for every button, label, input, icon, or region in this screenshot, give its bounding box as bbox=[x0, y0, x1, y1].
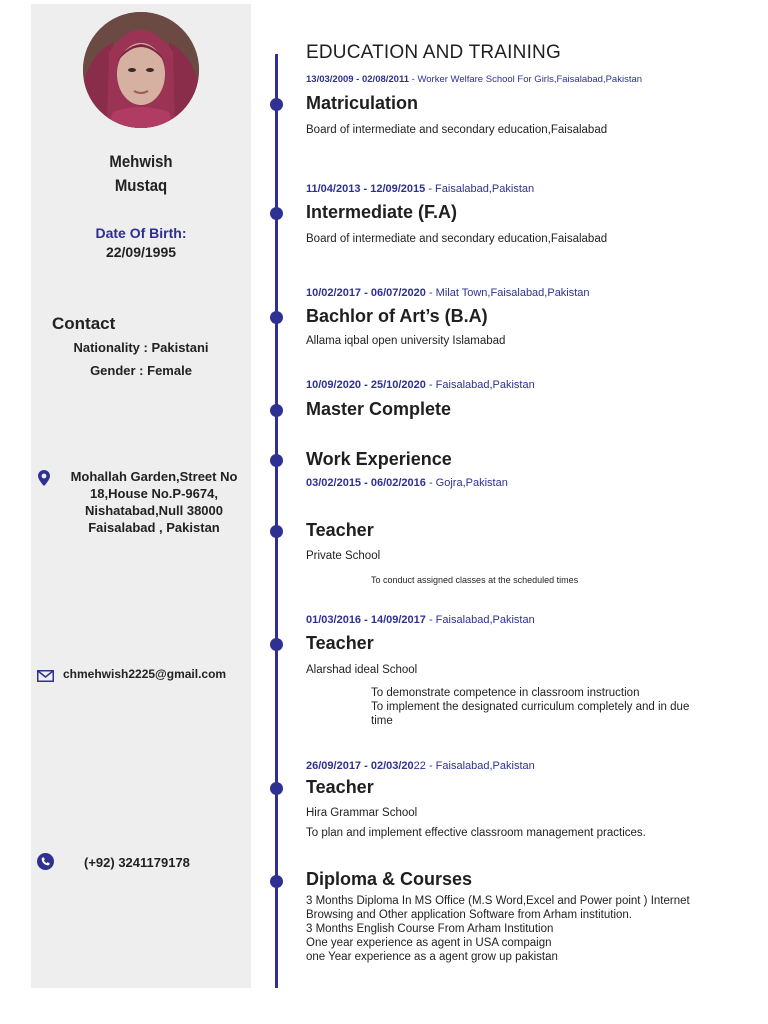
teacher2-date: 01/03/2016 - 14/09/2017 bbox=[306, 614, 426, 626]
inter-place: - Faisalabad,Pakistan bbox=[425, 183, 535, 195]
master-date-line bbox=[306, 379, 535, 391]
inter-date-line bbox=[306, 183, 534, 195]
diploma-line: one Year experience as a agent grow up pakistan bbox=[306, 951, 558, 963]
gender: Gender : Female bbox=[90, 363, 192, 378]
diploma-line: Browsing and Other application Software from Arham institution. bbox=[306, 909, 632, 921]
diploma-list bbox=[306, 894, 690, 964]
ba-title: Bachlor of Art’s (B.A) bbox=[306, 306, 488, 326]
timeline-dot bbox=[270, 311, 283, 324]
teacher2-org: Alarshad ideal School bbox=[306, 664, 418, 676]
email[interactable]: chmehwish2225@gmail.com bbox=[63, 667, 227, 681]
mail-icon bbox=[37, 669, 54, 687]
timeline-line bbox=[275, 54, 278, 988]
teacher1-org: Private School bbox=[306, 550, 381, 562]
master-title: Master Complete bbox=[306, 399, 452, 419]
phone-icon bbox=[37, 853, 54, 875]
timeline-dot bbox=[270, 638, 283, 651]
location-pin-icon bbox=[38, 470, 50, 491]
teacher1-title: Teacher bbox=[306, 520, 374, 540]
teacher3-place: - Faisalabad,Pakistan bbox=[425, 760, 535, 772]
timeline-dot bbox=[270, 404, 283, 417]
education-title: EDUCATION AND TRAINING bbox=[306, 42, 561, 63]
ba-desc: Allama iqbal open university Islamabad bbox=[306, 335, 506, 347]
profile-photo bbox=[83, 12, 199, 128]
diploma-title: Diploma & Courses bbox=[306, 869, 473, 889]
first-name: Mehwish bbox=[109, 152, 173, 171]
phone-number[interactable]: (+92) 3241179178 bbox=[84, 855, 190, 870]
master-date: 10/09/2020 - 25/10/2020 bbox=[306, 379, 426, 391]
inter-desc: Board of intermediate and secondary education,Faisalabad bbox=[306, 233, 608, 245]
address bbox=[59, 468, 249, 536]
matric-title: Matriculation bbox=[306, 93, 419, 113]
teacher2-place: - Faisalabad,Pakistan bbox=[425, 614, 535, 626]
address-line-3: Nishatabad,Null 38000 bbox=[85, 503, 223, 518]
dob-value: 22/09/1995 bbox=[105, 244, 177, 260]
teacher1-desc: To conduct assigned classes at the scheduled times bbox=[371, 575, 579, 585]
address-line-1: Mohallah Garden,Street No bbox=[70, 469, 238, 484]
inter-title: Intermediate (F.A) bbox=[306, 202, 458, 222]
address-line-4: Faisalabad , Pakistan bbox=[88, 520, 220, 535]
timeline-dot bbox=[270, 207, 283, 220]
diploma-line: 3 Months Diploma In MS Office (M.S Word,Excel and Power point ) Internet bbox=[306, 895, 690, 907]
matric-date-line bbox=[306, 74, 642, 85]
teacher2-desc bbox=[371, 686, 689, 728]
master-place: - Faisalabad,Pakistan bbox=[425, 379, 535, 391]
teacher3-date-tail: 22 bbox=[413, 760, 426, 772]
timeline-dot bbox=[270, 782, 283, 795]
timeline-dot bbox=[270, 98, 283, 111]
last-name: Mustaq bbox=[114, 176, 168, 195]
matric-desc: Board of intermediate and secondary education,Faisalabad bbox=[306, 124, 608, 136]
ba-date: 10/02/2017 - 06/07/2020 bbox=[306, 287, 426, 299]
teacher3-date: 26/09/2017 - 02/03/20 bbox=[306, 760, 414, 772]
teacher1-date: 03/02/2015 - 06/02/2016 bbox=[306, 477, 426, 489]
teacher1-place: - Gojra,Pakistan bbox=[425, 477, 508, 489]
timeline-dot bbox=[270, 525, 283, 538]
contact-title: Contact bbox=[52, 314, 116, 333]
teacher2-title: Teacher bbox=[306, 633, 374, 653]
teacher3-desc: To plan and implement effective classroom management practices. bbox=[306, 827, 646, 839]
teacher1-date-line bbox=[306, 477, 508, 489]
matric-date: 13/03/2009 - 02/08/2011 bbox=[306, 74, 410, 85]
teacher3-title: Teacher bbox=[306, 777, 374, 797]
matric-place: - Worker Welfare School For Girls,Faisalabad,Pakistan bbox=[409, 74, 643, 85]
timeline-dot bbox=[270, 875, 283, 888]
teacher2-desc-line: time bbox=[371, 715, 393, 727]
diploma-line: 3 Months English Course From Arham Institution bbox=[306, 923, 554, 935]
dob-label: Date Of Birth: bbox=[95, 225, 187, 241]
teacher3-date-line bbox=[306, 760, 535, 772]
teacher3-org: Hira Grammar School bbox=[306, 807, 418, 819]
teacher2-date-line bbox=[306, 614, 535, 626]
work-experience-title: Work Experience bbox=[306, 449, 452, 469]
ba-place: - Milat Town,Faisalabad,Pakistan bbox=[425, 287, 590, 299]
ba-date-line bbox=[306, 287, 590, 299]
timeline-dot bbox=[270, 454, 283, 467]
address-line-2: 18,House No.P-9674, bbox=[90, 486, 218, 501]
inter-date: 11/04/2013 - 12/09/2015 bbox=[306, 183, 426, 195]
teacher2-desc-line: To implement the designated curriculum completely and in due bbox=[371, 701, 690, 713]
teacher2-desc-line: To demonstrate competence in classroom instruction bbox=[371, 687, 640, 699]
sidebar bbox=[31, 4, 251, 988]
diploma-line: One year experience as agent in USA compaign bbox=[306, 937, 552, 949]
nationality: Nationality : Pakistani bbox=[73, 340, 209, 355]
